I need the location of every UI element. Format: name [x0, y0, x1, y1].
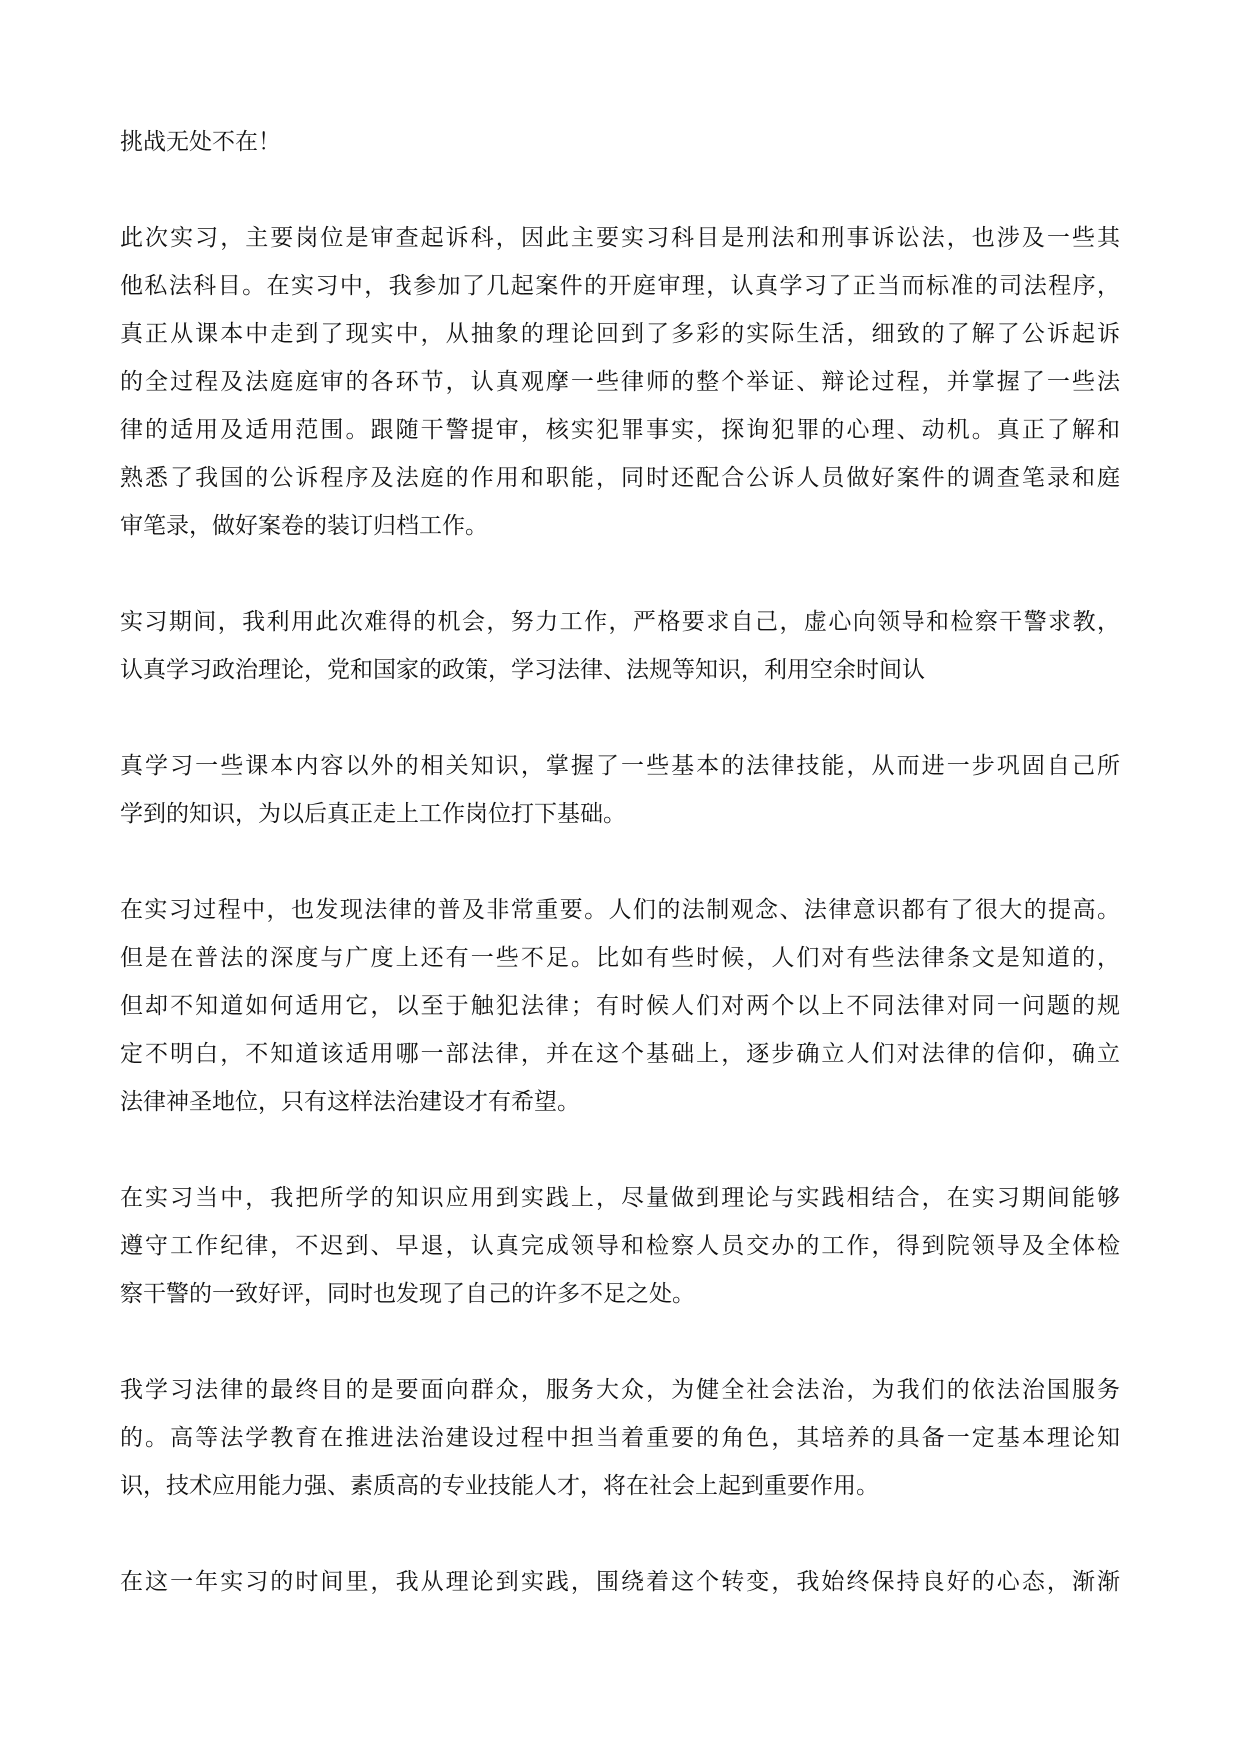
text-line: 察干警的一致好评，同时也发现了自己的许多不足之处。	[120, 1281, 695, 1307]
text-line: 他私法科目。在实习中，我参加了几起案件的开庭审理，认真学习了正当而标准的司法程序，	[120, 273, 1120, 299]
paragraph-gap	[120, 166, 1120, 214]
text-line: 在实习当中，我把所学的知识应用到实践上，尽量做到理论与实践相结合，在实习期间能够	[120, 1185, 1120, 1211]
text-line: 真学习一些课本内容以外的相关知识，掌握了一些基本的法律技能，从而进一步巩固自己所	[120, 753, 1120, 779]
text-line: 律的适用及适用范围。跟随干警提审，核实犯罪事实，探询犯罪的心理、动机。真正了解和	[120, 417, 1120, 443]
paragraph-gap	[120, 1318, 1120, 1366]
paragraph-gap	[120, 694, 1120, 742]
text-line: 真正从课本中走到了现实中，从抽象的理论回到了多彩的实际生活，细致的了解了公诉起诉	[120, 321, 1120, 347]
text-line: 实习期间，我利用此次难得的机会，努力工作，严格要求自己，虚心向领导和检察干警求教，	[120, 609, 1120, 635]
paragraph-gap	[120, 1126, 1120, 1174]
text-line: 熟悉了我国的公诉程序及法庭的作用和职能，同时还配合公诉人员做好案件的调查笔录和庭	[120, 465, 1120, 491]
text-line: 认真学习政治理论，党和国家的政策，学习法律、法规等知识，利用空余时间认	[120, 657, 925, 683]
text-line: 审笔录，做好案卷的装订归档工作。	[120, 513, 488, 539]
paragraph-year-summary	[120, 1558, 1120, 1606]
text-line: 但是在普法的深度与广度上还有一些不足。比如有些时候，人们对有些法律条文是知道的，	[120, 945, 1120, 971]
text-line: 但却不知道如何适用它，以至于触犯法律；有时候人们对两个以上不同法律对同一问题的规	[120, 993, 1120, 1019]
paragraph-practice	[120, 1174, 1120, 1318]
paragraph-gap	[120, 838, 1120, 886]
text-line: 定不明白，不知道该适用哪一部法律，并在这个基础上，逐步确立人们对法律的信仰，确立	[120, 1041, 1120, 1067]
paragraph-intro	[120, 118, 1120, 166]
text-line: 的。高等法学教育在推进法治建设过程中担当着重要的角色，其培养的具备一定基本理论知	[120, 1425, 1120, 1451]
paragraph-internship-role	[120, 214, 1120, 550]
text-line: 学到的知识，为以后真正走上工作岗位打下基础。	[120, 801, 626, 827]
document-page	[120, 118, 1120, 1606]
text-line: 识，技术应用能力强、素质高的专业技能人才，将在社会上起到重要作用。	[120, 1473, 879, 1499]
paragraph-gap	[120, 550, 1120, 598]
paragraph-gap	[120, 1510, 1120, 1558]
text-line: 我学习法律的最终目的是要面向群众，服务大众，为健全社会法治，为我们的依法治国服务	[120, 1377, 1120, 1403]
text-line: 此次实习，主要岗位是审查起诉科，因此主要实习科目是刑法和刑事诉讼法，也涉及一些其	[120, 225, 1120, 251]
text-line: 法律神圣地位，只有这样法治建设才有希望。	[120, 1089, 580, 1115]
text-line: 在这一年实习的时间里，我从理论到实践，围绕着这个转变，我始终保持良好的心态，渐渐	[120, 1569, 1120, 1595]
paragraph-study-knowledge	[120, 742, 1120, 838]
paragraph-purpose	[120, 1366, 1120, 1510]
text-line: 的全过程及法庭庭审的各环节，认真观摩一些律师的整个举证、辩论过程，并掌握了一些法	[120, 369, 1120, 395]
paragraph-internship-period	[120, 598, 1120, 694]
text-line: 挑战无处不在！	[120, 129, 281, 155]
paragraph-law-popularization	[120, 886, 1120, 1126]
text-line: 遵守工作纪律，不迟到、早退，认真完成领导和检察人员交办的工作，得到院领导及全体检	[120, 1233, 1120, 1259]
text-line: 在实习过程中，也发现法律的普及非常重要。人们的法制观念、法律意识都有了很大的提高。	[120, 897, 1120, 923]
